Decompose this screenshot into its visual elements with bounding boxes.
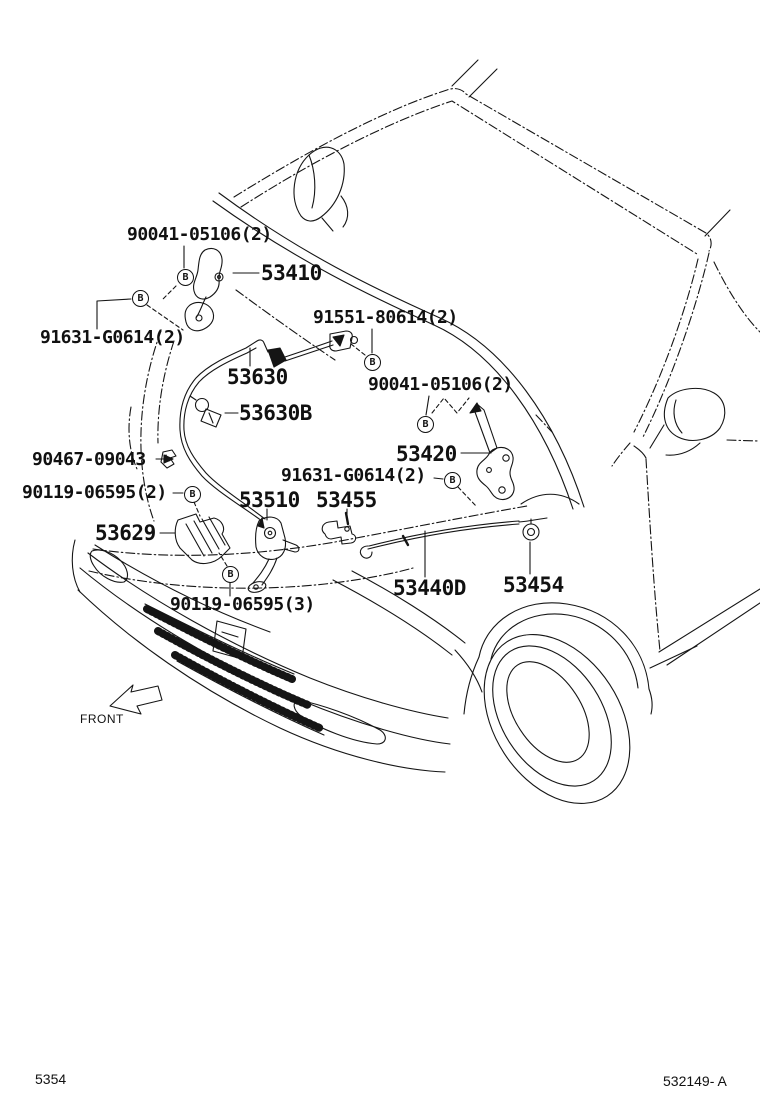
fastener-letter: B [369,356,376,368]
front-bumper [72,540,450,772]
fastener-letter: B [182,271,189,283]
rod-clamp-drawing [322,513,355,544]
cable-clamp-drawing [190,396,221,427]
callout-support-rod: 53440D [393,576,466,600]
fastener-marker-b6 [184,486,201,503]
front-direction-label: FRONT [80,712,124,726]
fastener-marker-b4 [417,416,434,433]
fastener-letter: B [137,292,144,304]
roof-corner-lines [452,60,730,458]
hood-lock-drawing [247,517,299,594]
fastener-marker-b3 [364,354,381,371]
hood-hinge-rh-drawing [470,403,514,500]
callout-bolt-90119-front: 90119-06595(2) [22,482,167,503]
callout-rod-grommet: 53454 [503,573,564,597]
callout-bolt-90119-lock: 90119-06595(3) [170,594,315,615]
callout-release-cable: 53630 [227,365,288,389]
callout-hinge-left: 53410 [261,261,322,285]
callout-rod-clamp: 53455 [316,488,377,512]
support-rod-drawing [360,518,547,558]
callout-bolt-90041-right: 90041-05106(2) [368,374,513,395]
callout-hood-lock: 53510 [239,488,300,512]
front-wheel [454,603,660,831]
fastener-letter: B [449,474,456,486]
fastener-marker-b7 [222,566,239,583]
callout-screw-91631-right: 91631-G0614(2) [281,465,426,486]
left-mirror [294,147,348,231]
right-mirror [650,388,758,455]
release-lever-drawing [175,514,230,563]
callout-clip-90467: 90467-09043 [32,449,146,470]
callout-release-lever: 53629 [95,521,156,545]
leader-lines [97,246,530,596]
callout-screw-91631-left: 91631-G0614(2) [40,327,185,348]
callout-hinge-right: 53420 [396,442,457,466]
rod-grommet-drawing [523,519,539,540]
fastener-letter: B [227,568,234,580]
door-rocker [646,459,760,668]
callout-cable-clamp: 53630B [239,401,312,425]
front-arrow [110,685,162,714]
fastener-marker-b2 [132,290,149,307]
callout-bolt-90041-left: 90041-05106(2) [127,224,272,245]
hood-hinge-lh-drawing [185,248,223,330]
fastener-letter: B [422,418,429,430]
fastener-marker-b5 [444,472,461,489]
fastener-letter: B [189,488,196,500]
fastener-marker-b1 [177,269,194,286]
grille [145,604,324,735]
figure-code: 532149- A [663,1073,727,1089]
page-code: 5354 [35,1071,67,1087]
callout-screw-91551: 91551-80614(2) [313,307,458,328]
